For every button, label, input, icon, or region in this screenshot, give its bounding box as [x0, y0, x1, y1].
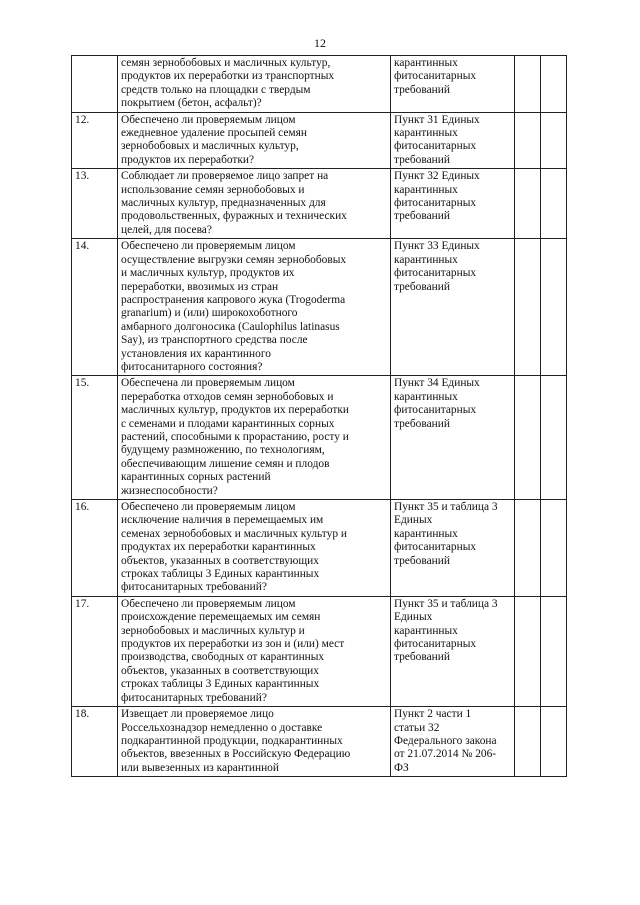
row-number: 17.: [72, 596, 118, 706]
legal-reference: [391, 596, 515, 706]
reference-line: карантинных: [394, 57, 458, 69]
question-line: с семенами и плодами карантинных сорных: [121, 417, 335, 430]
reference-line: требований: [394, 554, 450, 567]
question-line: масличных культур, продуктов их переработки: [121, 404, 349, 417]
reference-line: Пункт 35 и таблица 3: [394, 501, 498, 513]
reference-line: требований: [394, 210, 450, 223]
answer-cell-yes: [515, 169, 541, 239]
legal-reference: [391, 376, 515, 500]
reference-line: требований: [394, 417, 450, 430]
question-line: переработки, ввозимых из стран: [121, 280, 279, 293]
question-line: Обеспечено ли проверяемым лицом: [121, 597, 296, 610]
question-line: семенах зернобобовых и масличных культур и: [121, 527, 347, 540]
question-line: Say), из транспортного средства после: [121, 334, 308, 347]
answer-cell-no: [541, 500, 567, 597]
question-line: жизнеспособности?: [121, 484, 218, 497]
reference-line: фитосанитарных: [394, 267, 477, 280]
question-line: продуктов их переработки?: [121, 153, 255, 166]
question-line: растений, способными к прорастанию, росту и: [121, 430, 349, 443]
reference-line: требований: [394, 651, 450, 664]
reference-line: карантинных: [394, 183, 458, 196]
question-line: зернобобовых и масличных культур и: [121, 624, 305, 637]
legal-reference: [391, 239, 515, 376]
requirement-question: [118, 239, 391, 376]
question-line: продуктов их переработки из зон и (или) мест: [121, 638, 345, 651]
reference-line: Единых: [394, 514, 433, 527]
legal-reference: [391, 56, 515, 113]
table-row: [72, 707, 567, 777]
reference-line: карантинных: [394, 390, 458, 403]
question-line: происхождение перемещаемых им семян: [121, 611, 321, 624]
reference-line: ФЗ: [394, 761, 409, 774]
question-line: обеспечивающим лишение семян и плодов: [121, 457, 330, 470]
page-number: 12: [314, 36, 326, 50]
question-line: объектов, ввезенных в Российскую Федерацию: [121, 748, 351, 761]
question-line: фитосанитарного состояния?: [121, 360, 263, 373]
requirement-question: [118, 707, 391, 777]
question-line: продовольственных, фуражных и технических: [121, 210, 347, 223]
question-line: зернобобовых и масличных культур,: [121, 140, 299, 153]
question-line: продуктах их переработки карантинных: [121, 541, 316, 554]
requirement-question: [118, 376, 391, 500]
table-body: [72, 56, 567, 777]
reference-line: карантинных: [394, 253, 458, 266]
question-line: осуществление выгрузки семян зернобобовых: [121, 253, 347, 266]
reference-line: Пункт 32 Единых: [394, 170, 480, 183]
row-number: 14.: [72, 239, 118, 376]
reference-line: Пункт 2 части 1: [394, 708, 472, 721]
question-line: карантинных сорных растений: [121, 471, 271, 484]
question-line: строках таблицы 3 Единых карантинных: [121, 568, 320, 581]
question-line: фитосанитарных требований?: [121, 581, 267, 594]
legal-reference: [391, 169, 515, 239]
table-row: [72, 56, 567, 113]
answer-cell-no: [541, 169, 567, 239]
table-row: [72, 376, 567, 500]
reference-line: фитосанитарных: [394, 70, 477, 83]
question-line: объектов, указанных в соответствующих: [121, 664, 319, 677]
question-line: фитосанитарных требований?: [121, 691, 267, 704]
row-number: 13.: [72, 169, 118, 239]
requirement-question: [118, 596, 391, 706]
answer-cell-no: [541, 707, 567, 777]
reference-line: фитосанитарных: [394, 140, 477, 153]
question-line: семян зернобобовых и масличных культур,: [121, 57, 331, 69]
question-line: или вывезенных из карантинной: [121, 761, 279, 774]
question-line: granarium) и (или) широкохоботного: [121, 307, 298, 320]
table-row: [72, 500, 567, 597]
question-line: Россельхознадзор немедленно о доставке: [121, 721, 323, 734]
answer-cell-yes: [515, 239, 541, 376]
question-line: и масличных культур, продуктов их: [121, 267, 295, 280]
answer-cell-yes: [515, 500, 541, 597]
question-line: переработка отходов семян зернобобовых и: [121, 390, 334, 403]
table-row: [72, 239, 567, 376]
answer-cell-no: [541, 239, 567, 376]
question-line: Обеспечена ли проверяемым лицом: [121, 377, 295, 390]
reference-line: Пункт 33 Единых: [394, 240, 480, 253]
reference-line: требований: [394, 280, 450, 293]
question-line: исключение наличия в перемещаемых им: [121, 514, 324, 527]
reference-line: Пункт 34 Единых: [394, 377, 480, 390]
reference-line: от 21.07.2014 № 206-: [394, 748, 497, 761]
requirement-question: [118, 169, 391, 239]
question-line: покрытием (бетон, асфальт)?: [121, 97, 262, 110]
answer-cell-no: [541, 596, 567, 706]
question-line: Извещает ли проверяемое лицо: [121, 708, 274, 721]
legal-reference: [391, 112, 515, 169]
question-line: производства, свободных от карантинных: [121, 651, 325, 664]
question-line: Обеспечено ли проверяемым лицом: [121, 501, 296, 513]
question-line: Обеспечено ли проверяемым лицом: [121, 113, 296, 126]
answer-cell-yes: [515, 112, 541, 169]
row-number: [72, 56, 118, 113]
legal-reference: [391, 500, 515, 597]
answer-cell-no: [541, 376, 567, 500]
table-row: [72, 169, 567, 239]
row-number: 15.: [72, 376, 118, 500]
requirement-question: [118, 112, 391, 169]
answer-cell-no: [541, 56, 567, 113]
legal-reference: [391, 707, 515, 777]
question-line: объектов, указанных в соответствующих: [121, 554, 319, 567]
reference-line: статьи 32: [394, 721, 440, 734]
table-row: [72, 596, 567, 706]
question-line: ежедневное удаление просыпей семян: [121, 127, 307, 140]
question-line: будущему размножению, по технологиям,: [121, 444, 325, 457]
reference-line: Единых: [394, 611, 433, 624]
question-line: строках таблицы 3 Единых карантинных: [121, 678, 320, 691]
answer-cell-yes: [515, 707, 541, 777]
question-line: масличных культур, предназначенных для: [121, 197, 326, 210]
question-line: Соблюдает ли проверяемое лицо запрет на: [121, 170, 329, 183]
reference-line: Федерального закона: [394, 734, 497, 747]
question-line: целей, для посева?: [121, 223, 212, 236]
checklist-table: [71, 55, 567, 777]
reference-line: карантинных: [394, 624, 458, 637]
answer-cell-yes: [515, 376, 541, 500]
reference-line: карантинных: [394, 127, 458, 140]
question-line: подкарантинной продукции, подкарантинных: [121, 734, 343, 747]
question-line: амбарного долгоносика (Caulophilus latinasus: [121, 320, 340, 333]
answer-cell-no: [541, 112, 567, 169]
question-line: распространения капрового жука (Trogoderma: [121, 293, 346, 306]
question-line: продуктов их переработки из транспортных: [121, 70, 335, 83]
reference-line: требований: [394, 83, 450, 96]
answer-cell-yes: [515, 56, 541, 113]
requirement-question: [118, 500, 391, 597]
reference-line: Пункт 31 Единых: [394, 113, 480, 126]
row-number: 16.: [72, 500, 118, 597]
table-row: [72, 112, 567, 169]
reference-line: фитосанитарных: [394, 638, 477, 651]
answer-cell-yes: [515, 596, 541, 706]
row-number: 18.: [72, 707, 118, 777]
question-line: использование семян зернобобовых и: [121, 183, 305, 196]
question-line: Обеспечено ли проверяемым лицом: [121, 240, 296, 253]
question-line: средств только на площадки с твердым: [121, 83, 311, 96]
reference-line: Пункт 35 и таблица 3: [394, 597, 498, 610]
reference-line: карантинных: [394, 527, 458, 540]
requirement-question: [118, 56, 391, 113]
reference-line: фитосанитарных: [394, 404, 477, 417]
reference-line: требований: [394, 153, 450, 166]
reference-line: фитосанитарных: [394, 541, 477, 554]
question-line: установления их карантинного: [121, 347, 271, 360]
reference-line: фитосанитарных: [394, 197, 477, 210]
row-number: 12.: [72, 112, 118, 169]
